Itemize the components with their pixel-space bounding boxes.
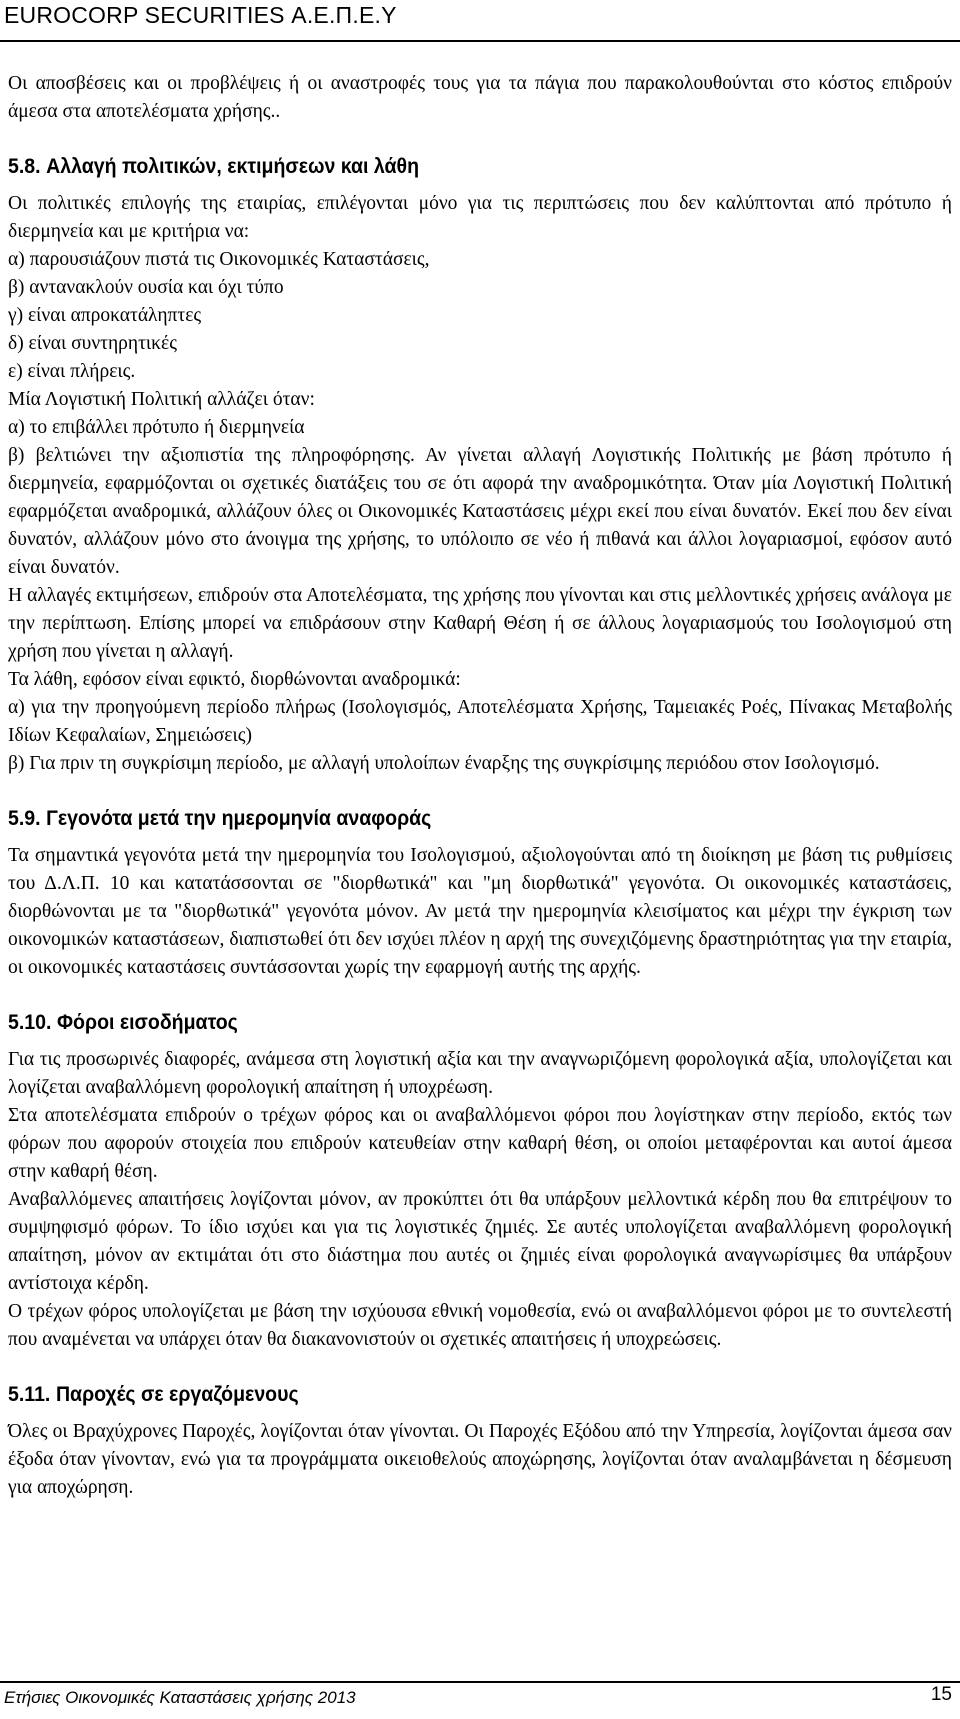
section-heading-5-11: [8, 1380, 886, 1410]
section-title: Παροχές σε εργαζόμενους: [55, 1383, 299, 1406]
page-number: 15: [930, 1684, 952, 1705]
list-item: δ) είναι συντηρητικές: [8, 333, 177, 354]
paragraph: Μία Λογιστική Πολιτική αλλάζει όταν:: [8, 389, 315, 410]
list-item: β) αντανακλούν ουσία και όχι τύπο: [8, 277, 284, 298]
section-number: 5.10.: [8, 1011, 52, 1034]
section-title: Αλλαγή πολιτικών, εκτιμήσεων και λάθη: [46, 155, 420, 178]
section-heading-5-9: [8, 804, 886, 834]
paragraph: Οι πολιτικές επιλογής της εταιρίας, επιλέγονται μόνο για τις περιπτώσεις που δεν καλύπτονται από πρότυπο ή διερμηνεία και με κριτήρια να:: [8, 193, 952, 242]
paragraph: Αναβαλλόμενες απαιτήσεις λογίζονται μόνον, αν προκύπτει ότι θα υπάρξουν μελλοντικά κέρδη που θα επιτρέψουν το συμψηφισμό φόρων. Το ίδιο ισχύει και για τις λογιστικές ζημιές. Σε αυτές υπολογίζεται αναβαλλόμενη φορολογική απαίτηση, μόνον αν εκτιμάται ότι στο διάστημα που αυτές οι ζημιές είναι φορολογικά αναγνωρίσιμες θα υπάρξουν αντίστοιχα κέρδη.: [8, 1189, 952, 1294]
header-title: EUROCORP SECURITIES Α.Ε.Π.Ε.Υ: [4, 2, 397, 28]
paragraph: Τα λάθη, εφόσον είναι εφικτό, διορθώνονται αναδρομικά:: [8, 669, 461, 690]
section-heading-5-8: [8, 152, 886, 182]
intro-paragraph: Οι αποσβέσεις και οι προβλέψεις ή οι αναστροφές τους για τα πάγια που παρακολουθούνται στο κόστος επιδρούν άμεσα στα αποτελέσματα χρήσης..: [8, 73, 952, 122]
footer-title: Ετήσιες Οικονομικές Καταστάσεις χρήσης 2013: [4, 1688, 356, 1707]
paragraph: Στα αποτελέσματα επιδρούν ο τρέχων φόρος και οι αναβαλλόμενοι φόροι που λογίστηκαν στην περίοδο, εκτός των φόρων που αφορούν στοιχεία που επιδρούν κατευθείαν στην καθαρή θέση, οι οποίοι μεταφέρονται και αυτοί άμεσα στην καθαρή θέση.: [8, 1105, 952, 1182]
section-title: Γεγονότα μετά την ημερομηνία αναφοράς: [46, 807, 432, 830]
paragraph: Για τις προσωρινές διαφορές, ανάμεσα στη λογιστική αξία και την αναγνωριζόμενη φορολογικά αξία, υπολογίζεται και λογίζεται αναβαλλόμενη φορολογική απαίτηση ή υποχρέωση.: [8, 1049, 952, 1098]
section-number: 5.9.: [8, 807, 41, 830]
paragraph: Τα σημαντικά γεγονότα μετά την ημερομηνία του Ισολογισμού, αξιολογούνται από τη διοίκηση με βάση τις ρυθμίσεις του Δ.Λ.Π. 10 και κατατάσσονται σε "διορθωτικά" και "μη διορθωτικά" γεγονότα. Οι οικονομικές καταστάσεις, διορθώνονται με τα "διορθωτικά" γεγονότα μόνον. Αν μετά την ημερομηνία κλεισίματος και μέχρι την έγκριση των οικονομικών καταστάσεων, διαπιστωθεί ότι δεν ισχύει πλέον η αρχή της συνεχιζόμενης δραστηριότητας για την εταιρία, οι οικονομικές καταστάσεις συντάσσονται χωρίς την εφαρμογή αυτής της αρχής.: [8, 845, 952, 978]
list-item: β) βελτιώνει την αξιοπιστία της πληροφόρησης. Αν γίνεται αλλαγή Λογιστικής Πολιτικής με βάση πρότυπο ή διερμηνεία, εφαρμόζονται οι σχετικές διατάξεις του σε ότι αφορά την αναδρομικότητα. Όταν μία Λογιστική Πολιτική εφαρμόζεται αναδρομικά, αλλάζουν όλες οι Οικονομικές Καταστάσεις μέχρι εκεί που είναι δυνατόν. Εκεί που δεν είναι δυνατόν, αλλάζουν μόνο στο άνοιγμα της χρήσης, το υπόλοιπο σε νέο ή πιθανά και άλλοι λογαριασμοί, εφόσον αυτό είναι δυνατόν.: [8, 445, 952, 578]
paragraph: Η αλλαγές εκτιμήσεων, επιδρούν στα Αποτελέσματα, της χρήσης που γίνονται και στις μελλοντικές χρήσεις ανάλογα με την περίπτωση. Επίσης μπορεί να επιδράσουν στην Καθαρή Θέση ή σε άλλους λογαριασμούς του Ισολογισμού στη χρήση που γίνεται η αλλαγή.: [8, 585, 952, 662]
document-body: [8, 70, 952, 1502]
list-item: β) Για πριν τη συγκρίσιμη περίοδο, με αλλαγή υπολοίπων έναρξης της συγκρίσιμης περιόδου στον Ισολογισμό.: [8, 753, 880, 774]
list-item: ε) είναι πλήρεις.: [8, 361, 136, 382]
section-number: 5.11.: [8, 1383, 51, 1406]
list-item: α) παρουσιάζουν πιστά τις Οικονομικές Καταστάσεις,: [8, 249, 430, 270]
section-title: Φόροι εισοδήματος: [57, 1011, 238, 1034]
list-item: α) για την προηγούμενη περίοδο πλήρως (Ισολογισμός, Αποτελέσματα Χρήσης, Ταμειακές Ροές, Πίνακας Μεταβολής Ιδίων Κεφαλαίων, Σημειώσεις): [8, 697, 952, 746]
list-item: α) το επιβάλλει πρότυπο ή διερμηνεία: [8, 417, 305, 438]
section-number: 5.8.: [8, 155, 41, 178]
section-heading-5-10: [8, 1008, 886, 1038]
paragraph: Όλες οι Βραχύχρονες Παροχές, λογίζονται όταν γίνονται. Οι Παροχές Εξόδου από την Υπηρεσία, λογίζονται άμεσα σαν έξοδα όταν γίνονταν, ενώ για τα προγράμματα οικειοθελούς αποχώρησης, λογίζονται όταν αναλαμβάνεται η δέσμευση για αποχώρηση.: [8, 1421, 952, 1498]
list-item: γ) είναι απροκατάληπτες: [8, 305, 202, 326]
header-rule: [0, 40, 960, 42]
paragraph: Ο τρέχων φόρος υπολογίζεται με βάση την ισχύουσα εθνική νομοθεσία, ενώ οι αναβαλλόμενοι φόροι με το συντελεστή που αναμένεται να υπάρχει όταν θα διακανονιστούν οι σχετικές απαιτήσεις ή υποχρεώσεις.: [8, 1301, 952, 1350]
footer-rule: [0, 1681, 960, 1683]
